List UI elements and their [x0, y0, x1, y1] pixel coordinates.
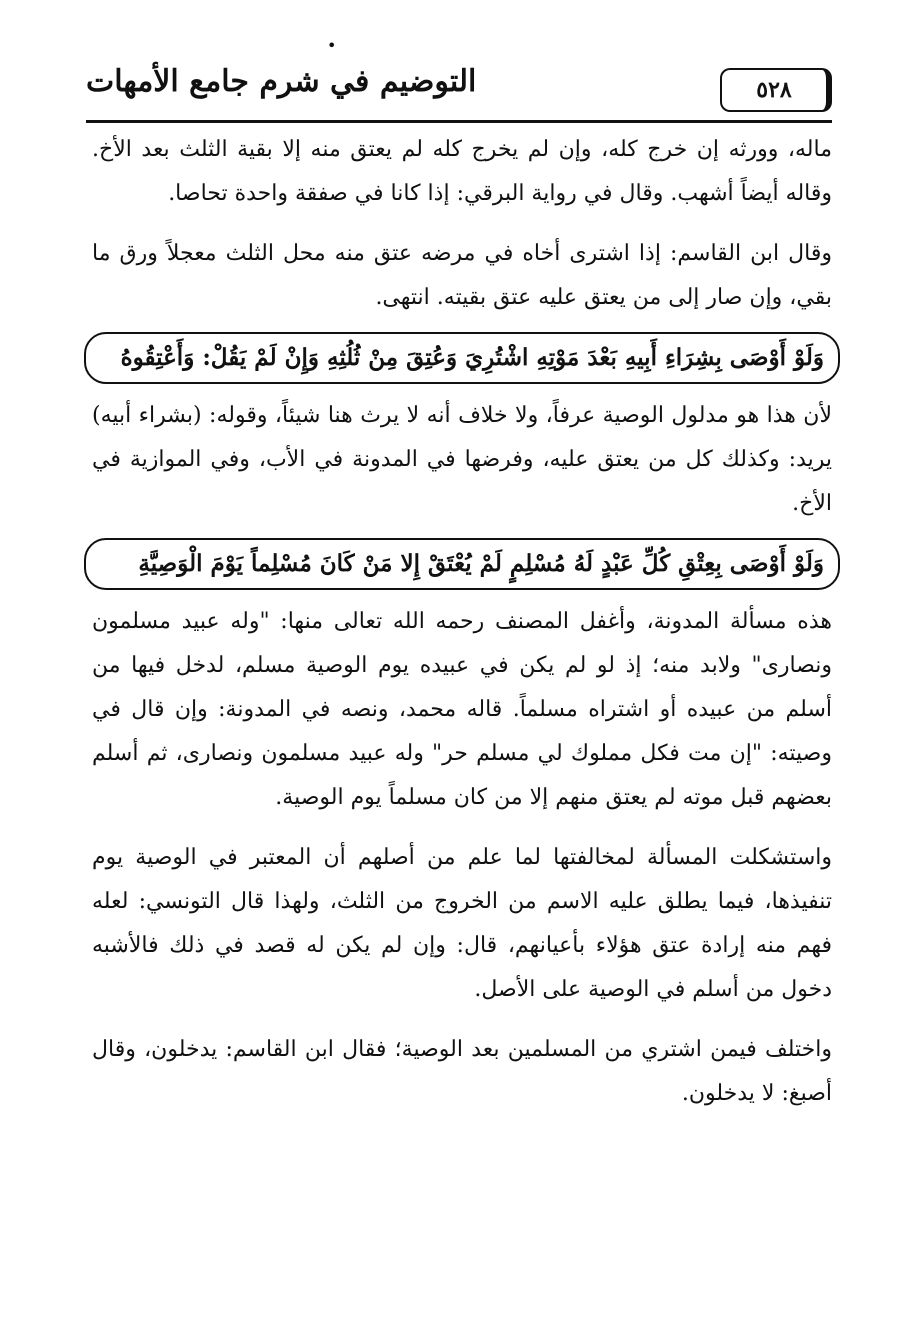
- running-title: التوضيم في شرم جامع الأمهات: [86, 64, 477, 99]
- paragraph: وقال ابن القاسم: إذا اشترى أخاه في مرضه عتق منه محل الثلث معجلاً ورق ما بقي، وإن صار إلى من يعتق عليه عتق بقيته. انتهى.: [92, 241, 832, 310]
- page-body: [92, 128, 832, 1116]
- speck-mark: •: [327, 36, 337, 55]
- paragraph: واستشكلت المسألة لمخالفتها لما علم من أصلهم أن المعتبر في الوصية يوم تنفيذها، فيما يطلق عليه الاسم من الخروج من الثلث، ولهذا قال التونسي: لعله فهم منه إرادة عتق هؤلاء بأعيانهم، قال: وإن لم يكن له قصد في ذلك فالأشبه دخول من أسلم في الوصية على الأصل.: [92, 845, 832, 1002]
- page-header: [86, 60, 832, 122]
- page-number: ٥٢٨: [720, 68, 832, 112]
- paragraph: هذه مسألة المدونة، وأغفل المصنف رحمه الله تعالى منها: "وله عبيد مسلمون ونصارى" ولابد منه؛ إذ لو لم يكن في عبيده يوم الوصية مسلم، لدخل فيها من أسلم من عبيده أو اشتراه مسلماً. قاله محمد، ونصه في المدونة: وإن قال في وصيته: "إن مت فكل مملوك لي مسلم حر" وله عبيد مسلمون ونصارى، ثم أسلم بعضهم قبل موته لم يعتق منهم إلا من كان مسلماً يوم الوصية.: [92, 609, 832, 810]
- matn-box-1: وَلَوْ أَوْصَى بِشِرَاءِ أَبِيهِ بَعْدَ مَوْتِهِ اشْتُرِيَ وَعُتِقَ مِنْ ثُلُثِهِ وَإِنْ لَمْ يَقُلْ: وَأَعْتِقُوهُ: [84, 332, 840, 384]
- paragraph: واختلف فيمن اشتري من المسلمين بعد الوصية؛ فقال ابن القاسم: يدخلون، وقال أصبغ: لا يدخلون.: [92, 1037, 832, 1106]
- paragraph: لأن هذا هو مدلول الوصية عرفاً، ولا خلاف أنه لا يرث هنا شيئاً، وقوله: (بشراء أبيه) يريد: وكذلك كل من يعتق عليه، وفرضها في المدونة في الأب، وفي الموازية في الأخ.: [92, 403, 832, 516]
- header-rule: [86, 120, 832, 123]
- matn-box-2: وَلَوْ أَوْصَى بِعِتْقِ كُلِّ عَبْدٍ لَهُ مُسْلِمٍ لَمْ يُعْتَقْ إِلا مَنْ كَانَ مُسْلِماً يَوْمَ الْوَصِيَّةِ: [84, 538, 840, 590]
- paragraph: ماله، وورثه إن خرج كله، وإن لم يخرج كله لم يعتق منه إلا بقية الثلث بعد الأخ. وقاله أيضاً أشهب. وقال في رواية البرقي: إذا كانا في صفقة واحدة تحاصا.: [92, 137, 832, 206]
